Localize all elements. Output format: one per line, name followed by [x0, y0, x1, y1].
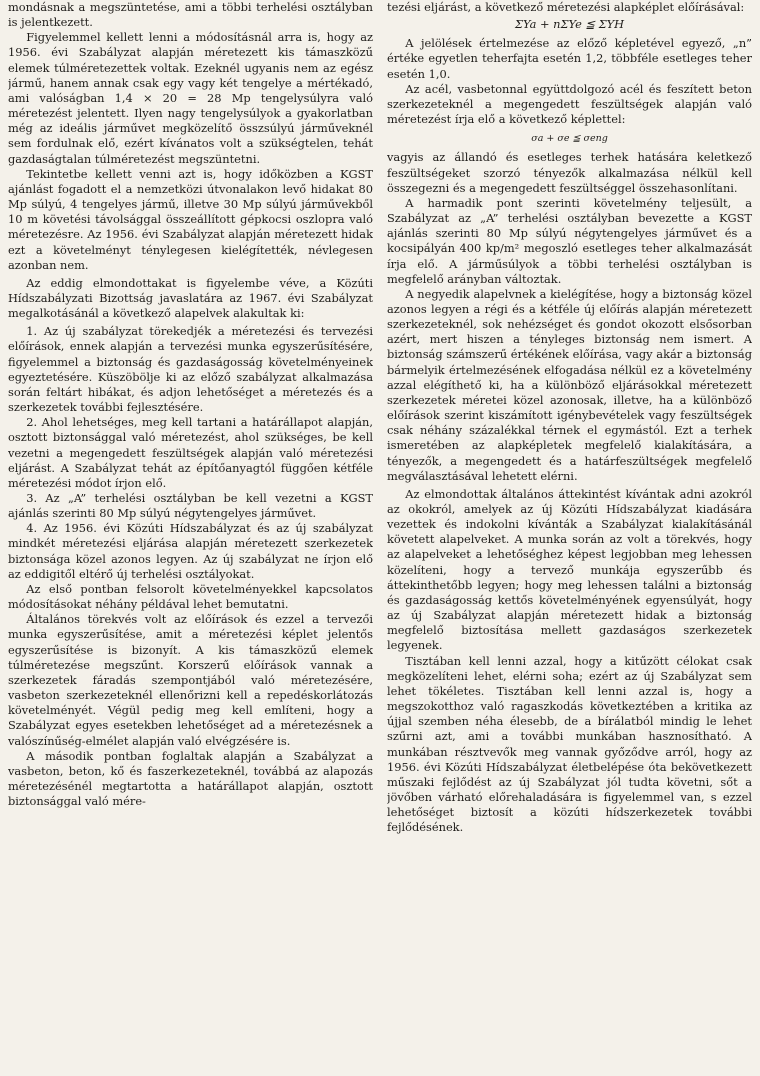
paragraph: A jelölések értelmezése az előző képletével egyező, „n” értéke egyetlen teherfajta esetén 1,2, többféle esetleges teher esetén 1,0. — [387, 36, 752, 81]
design-formula: ΣYa + nΣYe ≦ ΣYH — [514, 17, 625, 32]
paragraph: Az acél, vasbetonnal együttdolgozó acél és feszített beton szerkezeteknél a megengedett feszültségek alapján való méretezést írja elő a következő képlettel: — [387, 81, 752, 127]
paragraph: vagyis az állandó és esetleges terhek hatására keletkező feszültségeket szorzó tényezők alkalmazása nélkül kell összegezni és a megengedett feszültséggel összehasonlítani. — [387, 150, 752, 195]
left-column — [8, 0, 373, 1076]
paragraph: Tekintetbe kellett venni azt is, hogy időközben a KGST ajánlást fogadott el a nemzetközi útvonalakon levő hidakat 80 Mp súlyú, 4 tengelyes jármű, illetve 30 Mp súlyú járművekből 10 m követési távolsággal összeállított gépkocsi oszlopra való méretezésre. Az 1956. évi Szabályzat alapján méretezett hidak ezt a követelményt ténylegesen kielégítették, névlegesen azonban nem. — [8, 166, 373, 272]
paragraph: 3. Az „A” terhelési osztályban be kell vezetni a KGST ajánlás szerinti 80 Mp súlyú négytengelyes járművet. — [8, 491, 373, 521]
paragraph: A harmadik pont szerinti követelmény teljesült, a Szabályzat az „A” terhelési osztályban bevezette a KGST ajánlás szerinti 80 Mp súlyú négytengelyes járművet és a kocsipályán 400 kp/m² megoszló esetleges teher alkalmazását írja elő. A járműsúlyok a többi terhelési osztályban is megfelelő arányban változtak. — [387, 195, 752, 286]
paragraph: A negyedik alapelvnek a kielégítése, hogy a biztonság közel azonos legyen a régi és a kétféle új előírás alapján méretezett szerkezeteknél, sok nehézséget és gondot okozott elsősorban azért, mert hiszen a tényleges biztonság nem ismert. A biztonság számszerű értékének előírása, vagy akár a biztonság bármelyik értelmezésének elfogadása nélkül ez a követelmény azzal elégíthető ki, ha a különböző eljárásokkal méretezett szerkezetek méretei közel azonosak, illetve, ha a különböző előírások szerint kiszámított igénybevételek vagy feszültségek csak néhány százalékkal térnek el egymástól. Ezt a terhek ismeretében az alapképletek megfelelő kialakítására, a tényezők, a megengedett és a határfeszültségek megfelelő megválasztásával lehetett elérni. — [387, 286, 752, 483]
paragraph: A második pontban foglaltak alapján a Szabályzat a vasbeton, beton, kő és faszerkezeteknél, továbbá az alapozás méretezésénél megtartotta a határállapot alapján, osztott biztonsággal való mére- — [8, 748, 373, 809]
paragraph: Általános törekvés volt az előírások és ezzel a tervezői munka egyszerűsítése, amit a méretezési képlet jelentős egyszerűsítése is bizonyít. A kis támaszközű elemek túlméretezése megszűnt. Korszerű előírások vannak a szerkezetek fáradás szempontjából való méretezésére, vasbeton szerkezeteknél ellenőrizni kell a repedéskorlátozás követelményét. Végül pedig meg kell említeni, hogy a Szabályzat egyes esetekben lehetőséget ad a méretezésnek a valószínűség-elmélet alapján való elvégzésére is. — [8, 612, 373, 748]
stress-formula: σa + σe ≦ σeng — [531, 133, 608, 145]
paragraph: 4. Az 1956. évi Közúti Hídszabályzat és az új szabályzat mindkét méretezési eljárása alapján méretezett szerkezetek biztonsága közel azonos legyen. Az új szabályzat ne írjon elő az eddigitől eltérő új terhelési osztályokat. — [8, 521, 373, 581]
paragraph: Az első pontban felsorolt követelményekkel kapcsolatos módosításokat néhány példával lehet bemutatni. — [8, 581, 373, 612]
paragraph: 1. Az új szabályzat törekedjék a méretezési és tervezési előírások, ennek alapján a tervezési munka egyszerűsítésére, figyelemmel a biztonság és gazdaságosság követelményeinek egyeztetésére. Küszöbölje ki az előző szabályzat alkalmazása során feltárt hibákat, és adjon lehetőséget a méretezés és a szerkezetek további fejlesztésére. — [8, 324, 373, 415]
paragraph: 2. Ahol lehetséges, meg kell tartani a határállapot alapján, osztott biztonsággal való méretezést, ahol szükséges, be kell vezetni a megengedett feszültségek alapján való méretezési eljárást. A Szabályzat tehát az építőanyagtól függően kétféle méretezési módot írjon elő. — [8, 415, 373, 490]
paragraph: tezési eljárást, a következő méretezési alapképlet előírásával: — [387, 0, 745, 14]
paragraph: Az eddig elmondottakat is figyelembe véve, a Közúti Hídszabályzati Bizottság javaslatára az 1967. évi Szabályzat megalkotásánál a következő alapelvek alakultak ki: — [8, 275, 373, 321]
paragraph: mondásnak a megszüntetése, ami a többi terhelési osztályban is jelentkezett. — [8, 0, 373, 30]
paragraph: Az elmondottak általános áttekintést kívántak adni azokról az okokról, amelyek az új Közúti Hídszabályzat kiadására vezettek és indokolni kívánták a Szabályzat kialakításánál követett alapelveket. A munka során az volt a törekvés, hogy az alapelveket a lehetőséghez képest legjobban meg lehessen közelíteni, hogy a tervező munkája egyszerűbb és áttekinthetőbb legyen; hogy meg lehessen találni a biztonság és gazdaságosság kettős követelményének egyensúlyát, hogy az új Szabályzat alapján méretezett hidak a biztonság megfelelő biztosítása mellett gazdaságos szerkezetek legyenek. — [387, 486, 752, 653]
paragraph: Tisztában kell lenni azzal, hogy a kitűzött célokat csak megközelíteni lehet, elérni soha; ezért az új Szabályzat sem lehet tökéletes. Tisztában kell lenni azzal is, hogy a megszokotthoz való ragaszkodás következtében a kritika az újjal szemben néha élesebb, de a bírálatból mindig le lehet szűrni azt, ami a további munkában hasznosítható. A munkában résztvevők meg vannak győződve arról, hogy az 1956. évi Közúti Hídszabályzat életbelépése óta bekövetkezett műszaki fejlődést az új Szabályzat jól tudta követni, sőt a jövőben várható előrehaladására is figyelemmel van, s ezzel lehetőséget biztosít a közúti hídszerkezetek további fejlődésének. — [387, 653, 752, 835]
paragraph: Figyelemmel kellett lenni a módosításnál arra is, hogy az 1956. évi Szabályzat alapján méretezett kis támaszközű elemek túlméretezettek voltak. Ezeknél ugyanis nem az egész jármű, hanem annak csak egy vagy két tengelye a mértékadó, ami valóságban 1,4 × 20 = 28 Mp tengelysúlyra való méretezést jelentett. Ilyen nagy tengelysúlyok a gyakorlatban még az ideális járművet megközelítő összsúlyú járműveknél sem fordulnak elő, ezért kívánatos volt a szükségtelen, tehát gazdaságtalan túlméretezést megszüntetni. — [8, 30, 373, 166]
right-column — [387, 0, 752, 1076]
